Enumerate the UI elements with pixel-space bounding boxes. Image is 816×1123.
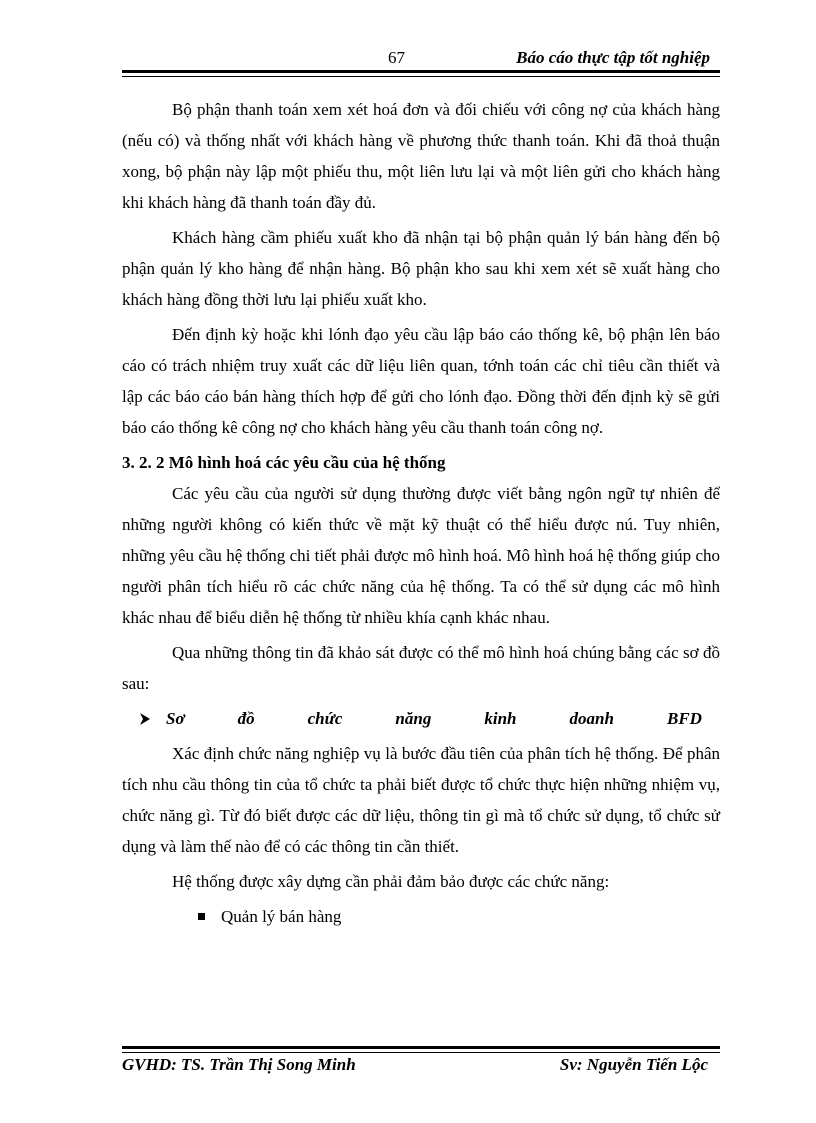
- bfd-word: doanh: [569, 708, 614, 728]
- footer-rule-thick: [122, 1046, 720, 1049]
- bfd-word: đồ: [237, 708, 255, 728]
- document-title: Báo cáo thực tập tốt nghiệp: [516, 48, 710, 67]
- paragraph: Đến định kỳ hoặc khi lónh đạo yêu cầu lập báo cáo thống kê, bộ phận lên báo cáo có trách nhiệm truy xuất các dữ liệu liên quan, tớnh toán các chỉ tiêu cần thiết và lập các báo cáo bán hàng thích hợp để gửi cho lónh đạo. Đồng thời đến định kỳ sẽ gửi báo cáo thống kê công nợ cho khách hàng yêu cầu thanh toán công nợ.: [122, 325, 720, 437]
- header-rule-thin: [122, 76, 720, 77]
- section-heading: 3. 2. 2 Mô hình hoá các yêu cầu của hệ thống: [122, 453, 446, 472]
- page-body: [122, 94, 720, 932]
- paragraph: Qua những thông tin đã khảo sát được có thể mô hình hoá chúng bằng các sơ đồ sau:: [122, 643, 720, 693]
- bfd-heading: [122, 703, 720, 734]
- arrow-bullet-icon: [140, 713, 150, 725]
- list-item-label: Quản lý bán hàng: [221, 906, 342, 926]
- student-name: Sv: Nguyễn Tiến Lộc: [559, 1055, 708, 1074]
- paragraph: Xác định chức năng nghiệp vụ là bước đầu tiên của phân tích hệ thống. Để phân tích nhu cầu thông tin của tổ chức ta phải biết được tổ chức thực hiện những nhiệm vụ, chức năng gì. Từ đó biết được các dữ liệu, thông tin gì mà tổ chức sử dụng, tổ chức sử dụng và làm thế nào để có các thông tin cần thiết.: [122, 744, 720, 856]
- square-bullet-icon: [198, 913, 205, 920]
- footer-rule-thin: [122, 1052, 720, 1053]
- header-rule-thick: [122, 70, 720, 73]
- paragraph: Các yêu cầu của người sử dụng thường được viết bằng ngôn ngữ tự nhiên để những người không có kiến thức về mặt kỹ thuật có thể hiểu được nú. Tuy nhiên, những yêu cầu hệ thống chi tiết phải được mô hình hoá. Mô hình hoá hệ thống giúp cho người phân tích hiểu rõ các chức năng của hệ thống. Ta có thể sử dụng các mô hình khác nhau để biểu diễn hệ thống từ nhiều khía cạnh khác nhau.: [122, 484, 720, 627]
- bfd-word: BFD: [666, 708, 702, 728]
- list-item: [198, 901, 720, 932]
- page-number: 67: [388, 48, 405, 67]
- bfd-word: năng: [395, 708, 432, 728]
- page-header: [122, 46, 720, 68]
- bfd-word: chức: [307, 708, 343, 728]
- bfd-word: Sơ: [166, 708, 185, 728]
- bfd-word: kinh: [484, 708, 517, 728]
- paragraph: Hệ thống được xây dựng cần phải đảm bảo được các chức năng:: [172, 872, 610, 891]
- paragraph: Bộ phận thanh toán xem xét hoá đơn và đối chiếu với công nợ của khách hàng (nếu có) và thống nhất với khách hàng về phương thức thanh toán. Khi đã thoả thuận xong, bộ phận này lập một phiếu thu, một liên lưu lại và một liên gửi cho khách hàng khi khách hàng đã thanh toán đầy đủ.: [122, 100, 720, 212]
- supervisor-name: GVHD: TS. Trần Thị Song Minh: [122, 1055, 356, 1074]
- page-footer: [122, 1055, 720, 1079]
- paragraph: Khách hàng cầm phiếu xuất kho đã nhận tại bộ phận quản lý bán hàng đến bộ phận quản lý kho hàng để nhận hàng. Bộ phận kho sau khi xem xét sẽ xuất hàng cho khách hàng đồng thời lưu lại phiếu xuất kho.: [122, 228, 720, 309]
